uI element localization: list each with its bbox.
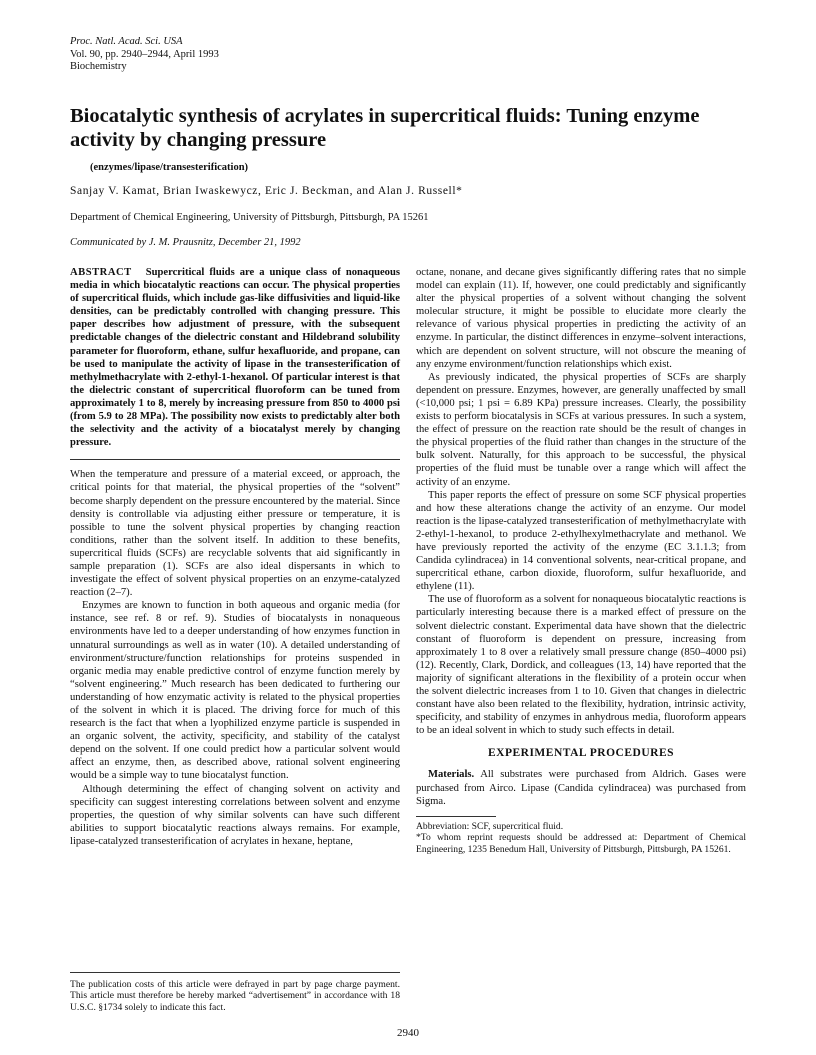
abstract-divider <box>70 459 400 460</box>
footnote: *To whom reprint requests should be addressed at: Department of Chemical Engineering, 1235 Benedum Hall, University of Pittsburgh, Pittsburgh, PA 15261. <box>416 832 746 855</box>
body-paragraph: octane, nonane, and decane gives significantly differing rates that no simple model can explain (11). If, however, one could predictably and significantly alter the physical properties of a solvent without changing the solvent molecular structure, it might be possible to elucidate more clearly the relevance of various physical properties in predicting the activity of an enzyme. In particular, the distinct differences in enzyme–solvent interactions, which are dependent on solvent structure, will not obscure the meaning of any enzyme environment/function relationships which exist. <box>416 267 746 370</box>
journal-volume: Vol. 90, pp. 2940–2944, April 1993 <box>70 48 219 60</box>
affiliation: Department of Chemical Engineering, University of Pittsburgh, Pittsburgh, PA 15261 <box>70 212 429 223</box>
authors: Sanjay V. Kamat, Brian Iwaskewycz, Eric J. Beckman, and Alan J. Russell* <box>70 185 463 197</box>
abstract-heading: ABSTRACT <box>70 267 132 278</box>
footnote-text: The publication costs of this article were defrayed in part by page charge payment. This article must therefore be hereby marked “advertisement” in accordance with 18 U.S.C. §1734 solely to indicate this fact. <box>70 979 400 1013</box>
abstract <box>70 266 400 449</box>
body-paragraph: Although determining the effect of changing solvent on activity and specificity can suggest interesting correlations between solvent and enzyme properties, the question of why similar solvents can have such different abilities to support biocatalytic reactions always remains. For example, lipase-catalyzed transesterification of acrylates in hexane, heptane, <box>70 783 400 847</box>
abstract-text: Supercritical fluids are a unique class of nonaqueous media in which biocatalytic reactions can occur. The physical properties of supercritical fluids, which include gas-like diffusivities and liquid-like densities, can be predictably controlled with changing pressure. This paper describes how adjustment of pressure, with the subsequent predictable changes of the dielectric constant and Hildebrand solubility parameter for fluoroform, ethane, sulfur hexafluoride, and propane, can be used to manipulate the activity of lipase in the transesterification of methylmethacrylate with 2-ethyl-1-hexanol. Of particular interest is that the dielectric constant of supercritical fluoroform can be tuned from approximately 1 to 8, merely by increasing pressure from 850 to 4000 psi (from 5.9 to 28 MPa). The possibility now exists to predictably alter both the selectivity and the activity of a biocatalyst merely by changing pressure. <box>70 267 400 449</box>
materials-heading: Materials. <box>428 769 475 781</box>
footnote-divider <box>416 816 496 817</box>
communicated-by: Communicated by J. M. Prausnitz, December 21, 1992 <box>70 237 301 248</box>
right-column <box>416 266 746 855</box>
section-heading: EXPERIMENTAL PROCEDURES <box>487 747 675 760</box>
journal-header <box>70 36 219 74</box>
left-column <box>70 266 400 848</box>
footnote: Abbreviation: SCF, supercritical fluid. <box>416 820 564 832</box>
materials-paragraph <box>416 768 746 807</box>
journal-section: Biochemistry <box>70 61 127 72</box>
footnote-divider <box>70 972 400 973</box>
page-number: 2940 <box>397 1027 419 1039</box>
paper-title: Biocatalytic synthesis of acrylates in supercritical fluids: Tuning enzyme activity by changing pressure <box>70 105 700 151</box>
body-paragraph: When the temperature and pressure of a material exceed, or approach, the critical points for that material, the physical properties of the “solvent” become sharply dependent on the pressure encountered by the material. Since density is controllable via adjusting either pressure or temperature, it is possible to tune the solvent physical properties by changing reaction conditions, rather than the solvent itself. In addition to these benefits, supercritical fluids (SCFs) are recyclable solvents that aid significantly in sample preparation (1). SCFs are also ideal dispersants in which to investigate the effect of solvent physical properties on an enzyme-catalyzed reaction (2–7). <box>70 469 400 599</box>
body-paragraph: As previously indicated, the physical properties of SCFs are sharply dependent on pressure. Enzymes, however, are generally unaffected by small (<10,000 psi; 1 psi = 6.89 KPa) pressure increases. Clearly, the possibility exists to perform biocatalysis in SCFs at various pressures. In such a system, the effect of pressure on the reaction rate should be the result of changes in the physical properties of the fluid rather than changes in the structure of the bulk solvent. Naturally, for this approach to be successful, the physical properties of the fluid must be tunable over a range which will affect the activity of an enzyme. <box>416 371 746 488</box>
body-paragraph: Enzymes are known to function in both aqueous and organic media (for instance, see ref. 8 or ref. 9). Studies of biocatalysts in nonaqueous environments have led to a deeper understanding of how enzymes function in unnatural surroundings as well as in water (10). A detailed understanding of environment/structure/function relationships for proteins suspended in organic media may enable predictive control of enzyme function merely by “solvent engineering.” Much research has been dedicated to furthering our understanding of how enzymatic activity is related to the physical properties of the solvent in which it is placed. The driving force for much of this research is the fact that when a lyophilized enzyme particle is suspended in an organic solvent, the activity, specificity, and stability of the catalyst depend on the solvent. If one could predict how a particular solvent would affect an enzyme, then, as described above, rational solvent engineering would be a simple way to tune biocatalyst function. <box>70 600 400 782</box>
keywords: (enzymes/lipase/transesterification) <box>90 162 249 173</box>
body-paragraph: This paper reports the effect of pressure on some SCF physical properties and how these alterations change the activity of an enzyme. Our model reaction is the lipase-catalyzed transesterification of methylmethacrylate with 2-ethyl-1-hexanol, to produce 2-ethylhexylmethacrylate and methanol. We have previously reported the activity of the enzyme (EC 3.1.1.3; from Candida cylindracea) in 14 conventional solvents, near-critical propane, and supercritical ethane, carbon dioxide, fluoroform, sulfur hexafluoride, and ethylene (11). <box>416 489 746 593</box>
publication-cost-note <box>70 972 400 1013</box>
materials-text: All substrates were purchased from Aldrich. Gases were purchased from Airco. Lipase (Candida cylindracea) was purchased from Sigma. <box>416 769 746 807</box>
body-paragraph: The use of fluoroform as a solvent for nonaqueous biocatalytic reactions is particularly interesting because there is a marked effect of pressure on the solvent dielectric constant. Experimental data have shown that the dielectric constant of fluoroform is dependent on pressure, increasing from approximately 1 to 8 over a relatively small pressure change (850–4000 psi) (12). Recently, Clark, Dordick, and colleagues (13, 14) have reported that the majority of significant alterations in the flexibility of a protein occur when the solvent dielectric increases from 1 to 10. Given that changes in dielectric constant have also been related to the flexibility, hydration, intrinsic activity, specificity, and stability of enzymes in anhydrous media, fluoroform appears to be an ideal solvent in which to study such effects in detail. <box>416 594 746 737</box>
journal-name: Proc. Natl. Acad. Sci. USA <box>70 36 183 47</box>
